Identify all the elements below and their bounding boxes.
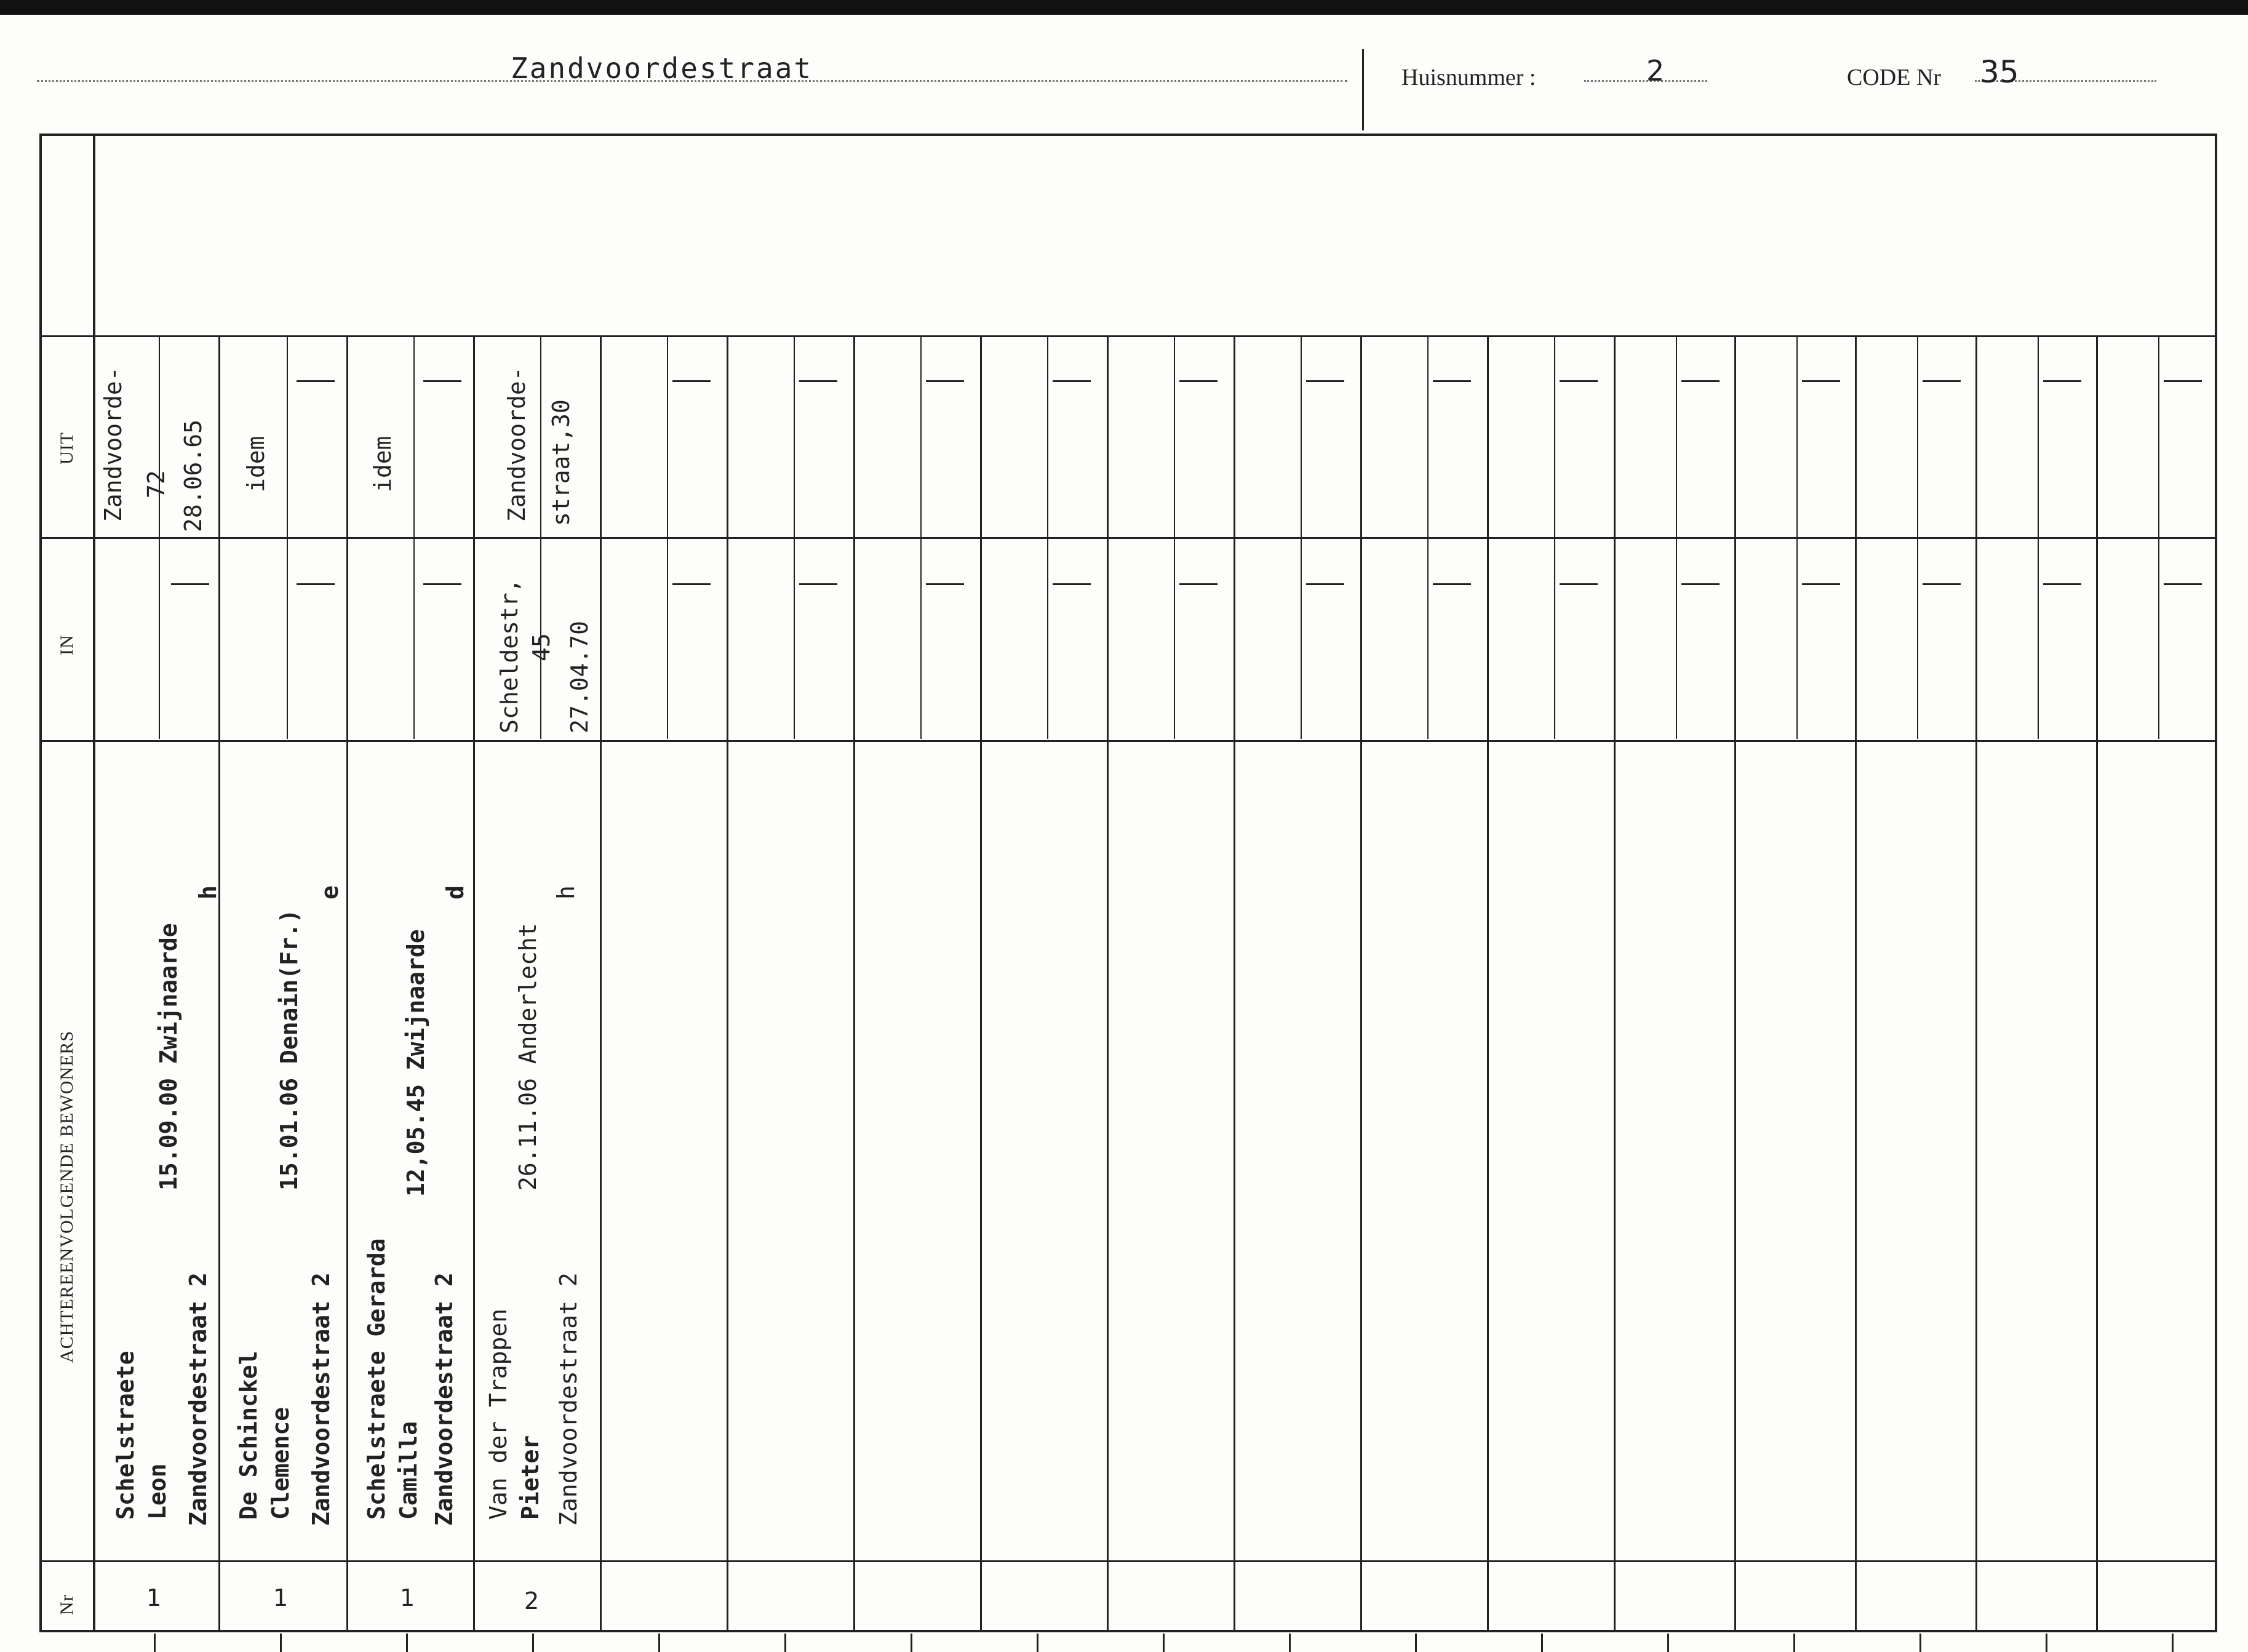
- empty-cell-dash: [2043, 380, 2081, 382]
- sub-column-divider: [159, 335, 160, 739]
- resident-3-name-line1: Schelstraete Gerarda: [363, 1238, 390, 1520]
- house-number-dotted-line: [1584, 80, 1707, 82]
- street-name: Zandvoordestraat: [511, 52, 813, 85]
- sub-column-divider: [667, 335, 668, 739]
- resident-3-birth: 12,05.45 Zwijnaarde: [402, 929, 429, 1197]
- resident-2-uit-dash: [297, 380, 335, 382]
- resident-4-uit-place: Zandvoorde-: [503, 367, 530, 522]
- column-divider: [727, 335, 728, 1632]
- empty-cell-dash: [1923, 380, 1961, 382]
- empty-cell-dash: [1053, 380, 1091, 382]
- resident-4-in-place: Scheldestr,: [496, 578, 523, 733]
- sub-column-divider: [2158, 335, 2159, 739]
- sub-column-divider: [1047, 335, 1048, 739]
- column-divider: [1975, 335, 1977, 1632]
- empty-cell-dash: [2164, 583, 2202, 585]
- empty-cell-dash: [2043, 583, 2081, 585]
- resident-2-nr: 1: [273, 1584, 289, 1611]
- column-divider: [1234, 335, 1235, 1632]
- row-label-in: IN: [57, 634, 77, 655]
- column-divider: [1855, 335, 1857, 1632]
- empty-cell-dash: [1053, 583, 1091, 585]
- resident-3-in-dash: [423, 583, 461, 585]
- resident-4-address: Zandvoordestraat 2: [555, 1272, 582, 1526]
- empty-cell-dash: [1681, 583, 1720, 585]
- label-column-divider: [93, 134, 95, 1632]
- resident-4-name-line2: Pieter: [517, 1435, 544, 1520]
- column-divider: [1107, 335, 1109, 1632]
- resident-3-uit-place: idem: [369, 436, 396, 492]
- resident-1-code: h: [194, 885, 221, 900]
- resident-1-in-dash: [171, 583, 209, 585]
- uit-top-line: [39, 335, 2217, 337]
- empty-cell-dash: [1306, 583, 1344, 585]
- column-divider: [1487, 335, 1489, 1632]
- empty-cell-dash: [1306, 380, 1344, 382]
- resident-2-name-line2: Clemence: [267, 1407, 294, 1520]
- resident-2-code: e: [316, 885, 343, 900]
- sub-column-divider: [413, 335, 415, 739]
- empty-cell-dash: [1802, 583, 1840, 585]
- column-divider: [1360, 335, 1362, 1632]
- resident-2-name-line1: De Schinckel: [235, 1351, 262, 1520]
- column-divider: [980, 335, 982, 1632]
- column-divider: [853, 335, 855, 1632]
- empty-cell-dash: [926, 380, 964, 382]
- resident-1-address: Zandvoordestraat 2: [185, 1272, 212, 1526]
- resident-1-uit-place: Zandvoorde-: [100, 367, 127, 522]
- sub-column-divider: [1796, 335, 1798, 739]
- resident-1-uit-date: 28.06.65: [180, 419, 207, 532]
- resident-4-nr: 2: [524, 1587, 540, 1614]
- row-label-nr: Nr: [57, 1594, 77, 1615]
- empty-cell-dash: [799, 380, 837, 382]
- resident-4-code: h: [552, 885, 580, 900]
- top-edge-bar: [0, 0, 2248, 15]
- resident-2-address: Zandvoordestraat 2: [308, 1272, 335, 1526]
- resident-4-in-date: 27.04.70: [566, 620, 593, 733]
- column-divider: [218, 335, 220, 1632]
- column-divider: [600, 335, 602, 1632]
- resident-1-name-line1: Schelstraete: [112, 1351, 139, 1520]
- empty-cell-dash: [926, 583, 964, 585]
- sub-column-divider: [1917, 335, 1918, 739]
- sub-column-divider: [540, 335, 541, 739]
- nr-top-line: [39, 1560, 2217, 1562]
- sub-column-divider: [287, 335, 288, 739]
- resident-1-uit-place-num: 72: [143, 470, 170, 498]
- empty-cell-dash: [1560, 380, 1598, 382]
- empty-cell-dash: [1179, 583, 1218, 585]
- resident-4-in-place-num: 45: [528, 633, 555, 661]
- in-top-line: [39, 537, 2217, 539]
- empty-cell-dash: [1433, 380, 1471, 382]
- resident-2-in-dash: [297, 583, 335, 585]
- resident-3-name-line2: Camilla: [395, 1421, 422, 1520]
- resident-1-name-line2: Leon: [144, 1463, 171, 1520]
- resident-4-birth: 26.11.06 Anderlecht: [514, 923, 541, 1191]
- bewoners-top-line: [39, 740, 2217, 742]
- empty-cell-dash: [1802, 380, 1840, 382]
- resident-3-address: Zandvoordestraat 2: [431, 1272, 458, 1526]
- empty-cell-dash: [1923, 583, 1961, 585]
- code-number: 35: [1980, 54, 2019, 90]
- column-divider: [2096, 335, 2098, 1632]
- code-label: CODE Nr: [1847, 65, 1942, 90]
- column-divider: [346, 335, 348, 1632]
- resident-4-name-line1: Van der Trappen: [485, 1308, 512, 1520]
- resident-3-code: d: [442, 885, 469, 900]
- empty-cell-dash: [672, 583, 711, 585]
- column-divider: [1614, 335, 1616, 1632]
- column-divider: [473, 335, 475, 1632]
- sub-column-divider: [2038, 335, 2039, 739]
- empty-cell-dash: [1560, 583, 1598, 585]
- empty-cell-dash: [1179, 380, 1218, 382]
- row-label-uit: UIT: [57, 432, 77, 465]
- sub-column-divider: [1676, 335, 1677, 739]
- resident-2-birth: 15.01.06 Denain(Fr.): [276, 909, 303, 1191]
- empty-cell-dash: [672, 380, 711, 382]
- house-number: 2: [1646, 54, 1665, 87]
- resident-1-birth: 15.09.00 Zwijnaarde: [155, 923, 182, 1191]
- empty-cell-dash: [1681, 380, 1720, 382]
- sub-column-divider: [1301, 335, 1302, 739]
- empty-cell-dash: [799, 583, 837, 585]
- sub-column-divider: [794, 335, 795, 739]
- sub-column-divider: [920, 335, 922, 739]
- resident-3-uit-dash: [423, 380, 461, 382]
- resident-2-uit-place: idem: [242, 436, 269, 492]
- house-number-label: Huisnummer :: [1401, 65, 1536, 90]
- header-divider: [1362, 49, 1364, 130]
- row-label-bewoners: ACHTEREENVOLGENDE BEWONERS: [57, 1030, 77, 1363]
- empty-cell-dash: [1433, 583, 1471, 585]
- sub-column-divider: [1174, 335, 1175, 739]
- resident-3-nr: 1: [400, 1584, 415, 1611]
- resident-4-uit-place-num: straat,30: [548, 399, 575, 526]
- column-divider: [1734, 335, 1736, 1632]
- empty-cell-dash: [2164, 380, 2202, 382]
- resident-1-nr: 1: [146, 1584, 162, 1611]
- sub-column-divider: [1554, 335, 1555, 739]
- sub-column-divider: [1427, 335, 1429, 739]
